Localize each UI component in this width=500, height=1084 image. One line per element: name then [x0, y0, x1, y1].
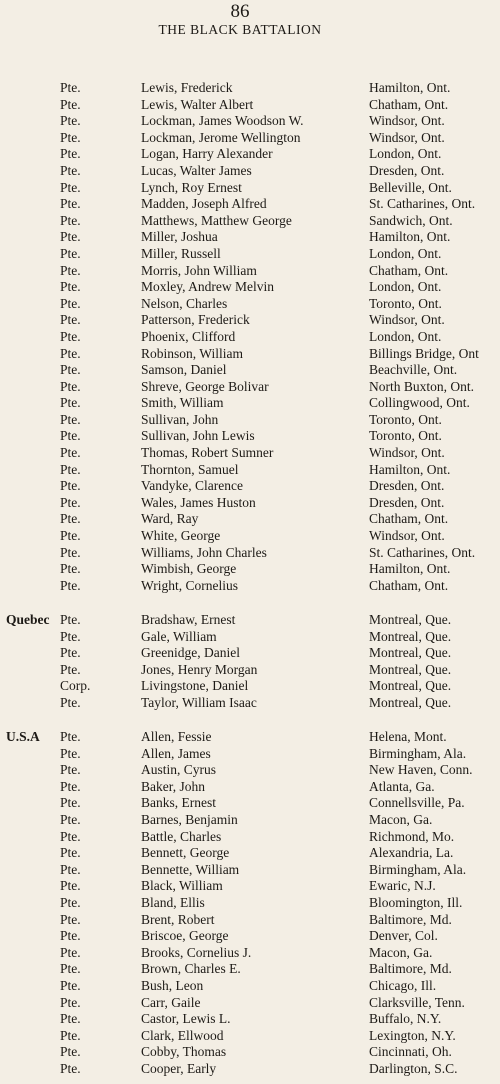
roster-row: [0, 213, 500, 230]
roster-row: [0, 180, 500, 197]
rank-cell: Pte.: [60, 1060, 81, 1076]
place-cell: Beachville, Ont.: [369, 362, 458, 378]
roster-row: [0, 578, 500, 595]
name-cell: Lockman, James Woodson W.: [141, 113, 304, 129]
name-cell: Williams, John Charles: [141, 544, 267, 560]
roster-row: [0, 511, 500, 528]
rank-cell: Pte.: [60, 295, 81, 311]
roster-row: [0, 1061, 500, 1078]
rank-cell: Pte.: [60, 612, 81, 627]
name-cell: Shreve, George Bolivar: [141, 378, 269, 394]
place-cell: Chatham, Ont.: [369, 511, 449, 527]
place-cell: Chicago, Ill.: [369, 977, 437, 993]
rank-cell: Pte.: [60, 778, 81, 794]
roster-section: [0, 729, 500, 1077]
roster-row: [0, 678, 500, 695]
name-cell: Miller, Russell: [141, 245, 221, 261]
roster-section: [0, 80, 500, 594]
rank-cell: Pte.: [60, 395, 81, 411]
roster-row: [0, 445, 500, 462]
roster-row: [0, 196, 500, 213]
roster-row: [0, 130, 500, 147]
place-cell: Chatham, Ont.: [369, 577, 449, 593]
place-cell: Connellsville, Pa.: [369, 795, 465, 811]
section-label: Quebec: [6, 612, 50, 627]
name-cell: Logan, Harry Alexander: [141, 146, 273, 162]
place-cell: Atlanta, Ga.: [369, 778, 435, 794]
rank-cell: Pte.: [60, 378, 81, 394]
place-cell: Sandwich, Ont.: [369, 212, 453, 228]
roster-row: [0, 629, 500, 646]
place-cell: London, Ont.: [369, 245, 442, 261]
place-cell: London, Ont.: [369, 279, 442, 295]
place-cell: Windsor, Ont.: [369, 312, 445, 328]
place-cell: Cincinnati, Oh.: [369, 1044, 452, 1060]
name-cell: Austin, Cyrus: [141, 762, 217, 778]
roster-row: [0, 878, 500, 895]
name-cell: Thomas, Robert Sumner: [141, 445, 274, 461]
roster-row: [0, 362, 500, 379]
rank-cell: Pte.: [60, 511, 81, 527]
place-cell: Hamilton, Ont.: [369, 80, 451, 95]
rank-cell: Pte.: [60, 262, 81, 278]
name-cell: Gale, William: [141, 628, 217, 644]
place-cell: Dresden, Ont.: [369, 494, 445, 510]
rank-cell: Pte.: [60, 345, 81, 361]
roster-row: [0, 113, 500, 130]
rank-cell: Pte.: [60, 729, 81, 744]
place-cell: Montreal, Que.: [369, 645, 452, 661]
name-cell: Samson, Daniel: [141, 362, 227, 378]
name-cell: Vandyke, Clarence: [141, 478, 243, 494]
name-cell: Brent, Robert: [141, 911, 215, 927]
rank-cell: Pte.: [60, 96, 81, 112]
rank-cell: Pte.: [60, 944, 81, 960]
name-cell: Black, William: [141, 878, 223, 894]
rank-cell: Pte.: [60, 861, 81, 877]
rank-cell: Pte.: [60, 80, 81, 95]
place-cell: Baltimore, Md.: [369, 961, 452, 977]
name-cell: Livingstone, Daniel: [141, 678, 249, 694]
place-cell: Helena, Mont.: [369, 729, 447, 744]
roster-row: [0, 279, 500, 296]
roster-row: [0, 862, 500, 879]
name-cell: Cooper, Early: [141, 1060, 217, 1076]
rank-cell: Pte.: [60, 745, 81, 761]
roster-row: [0, 296, 500, 313]
section-label: U.S.A: [6, 729, 40, 744]
rank-cell: Pte.: [60, 428, 81, 444]
place-cell: Chatham, Ont.: [369, 262, 449, 278]
name-cell: Cobby, Thomas: [141, 1044, 227, 1060]
rank-cell: Pte.: [60, 1011, 81, 1027]
roster-row: [0, 263, 500, 280]
name-cell: Miller, Joshua: [141, 229, 218, 245]
place-cell: London, Ont.: [369, 328, 442, 344]
roster-row: [0, 1028, 500, 1045]
rank-cell: Pte.: [60, 694, 81, 710]
name-cell: Patterson, Frederick: [141, 312, 250, 328]
rank-cell: Pte.: [60, 494, 81, 510]
place-cell: Windsor, Ont.: [369, 113, 445, 129]
place-cell: Birmingham, Ala.: [369, 745, 467, 761]
roster-row: [0, 80, 500, 97]
place-cell: Montreal, Que.: [369, 678, 452, 694]
rank-cell: Pte.: [60, 828, 81, 844]
roster-row: [0, 795, 500, 812]
roster-row: [0, 545, 500, 562]
place-cell: Toronto, Ont.: [369, 295, 442, 311]
place-cell: London, Ont.: [369, 146, 442, 162]
rank-cell: Pte.: [60, 994, 81, 1010]
rank-cell: Pte.: [60, 544, 81, 560]
name-cell: Lewis, Frederick: [141, 80, 233, 95]
name-cell: Castor, Lewis L.: [141, 1011, 231, 1027]
rank-cell: Pte.: [60, 628, 81, 644]
roster-row: [0, 478, 500, 495]
rank-cell: Pte.: [60, 1044, 81, 1060]
rank-cell: Pte.: [60, 362, 81, 378]
name-cell: Allen, James: [141, 745, 211, 761]
roster-row: [0, 495, 500, 512]
roster-row: [0, 428, 500, 445]
rank-cell: Pte.: [60, 113, 81, 129]
rank-cell: Pte.: [60, 878, 81, 894]
name-cell: Bush, Leon: [141, 977, 204, 993]
name-cell: Lucas, Walter James: [141, 162, 252, 178]
name-cell: Allen, Fessie: [141, 729, 212, 744]
rank-cell: Pte.: [60, 196, 81, 212]
place-cell: Dresden, Ont.: [369, 162, 445, 178]
name-cell: Clark, Ellwood: [141, 1027, 224, 1043]
roster-row: [0, 845, 500, 862]
rank-cell: Pte.: [60, 312, 81, 328]
place-cell: Richmond, Mo.: [369, 828, 455, 844]
place-cell: Montreal, Que.: [369, 694, 452, 710]
name-cell: Madden, Joseph Alfred: [141, 196, 267, 212]
rank-cell: Pte.: [60, 661, 81, 677]
place-cell: Ewaric, N.J.: [369, 878, 436, 894]
place-cell: St. Catharines, Ont.: [369, 196, 476, 212]
roster-row: [0, 412, 500, 429]
name-cell: Wimbish, George: [141, 561, 237, 577]
roster-row: [0, 762, 500, 779]
place-cell: North Buxton, Ont.: [369, 378, 475, 394]
roster-row: [0, 829, 500, 846]
roster-row: [0, 329, 500, 346]
rank-cell: Corp.: [60, 678, 91, 694]
roster-row: [0, 662, 500, 679]
rank-cell: Pte.: [60, 146, 81, 162]
name-cell: Barnes, Benjamin: [141, 811, 238, 827]
name-cell: Brown, Charles E.: [141, 961, 241, 977]
rank-cell: Pte.: [60, 911, 81, 927]
place-cell: Dresden, Ont.: [369, 478, 445, 494]
name-cell: Ward, Ray: [141, 511, 199, 527]
roster-row: [0, 97, 500, 114]
name-cell: Matthews, Matthew George: [141, 212, 292, 228]
name-cell: Bennette, William: [141, 861, 240, 877]
name-cell: Lockman, Jerome Wellington: [141, 129, 301, 145]
place-cell: Toronto, Ont.: [369, 428, 442, 444]
roster-row: [0, 779, 500, 796]
roster-row: [0, 1044, 500, 1061]
name-cell: White, George: [141, 528, 221, 544]
rank-cell: Pte.: [60, 894, 81, 910]
place-cell: Buffalo, N.Y.: [369, 1011, 442, 1027]
name-cell: Sullivan, John Lewis: [141, 428, 255, 444]
name-cell: Briscoe, George: [141, 928, 229, 944]
roster-row: [0, 379, 500, 396]
roster-row: [0, 928, 500, 945]
name-cell: Baker, John: [141, 778, 205, 794]
name-cell: Moxley, Andrew Melvin: [141, 279, 274, 295]
rank-cell: Pte.: [60, 445, 81, 461]
roster-row: [0, 978, 500, 995]
rank-cell: Pte.: [60, 229, 81, 245]
roster-row: [0, 229, 500, 246]
rank-cell: Pte.: [60, 162, 81, 178]
rank-cell: Pte.: [60, 762, 81, 778]
place-cell: Hamilton, Ont.: [369, 229, 451, 245]
rank-cell: Pte.: [60, 811, 81, 827]
name-cell: Brooks, Cornelius J.: [141, 944, 252, 960]
place-cell: St. Catharines, Ont.: [369, 544, 476, 560]
roster-row: [0, 995, 500, 1012]
name-cell: Battle, Charles: [141, 828, 222, 844]
name-cell: Wright, Cornelius: [141, 577, 238, 593]
roster-row: [0, 746, 500, 763]
roster-row: [0, 312, 500, 329]
rank-cell: Pte.: [60, 245, 81, 261]
rank-cell: Pte.: [60, 179, 81, 195]
roster-row: [0, 561, 500, 578]
rank-cell: Pte.: [60, 561, 81, 577]
roster-row: [0, 895, 500, 912]
rank-cell: Pte.: [60, 977, 81, 993]
roster-row: [0, 961, 500, 978]
place-cell: Alexandria, La.: [369, 845, 454, 861]
name-cell: Jones, Henry Morgan: [141, 661, 258, 677]
name-cell: Sullivan, John: [141, 411, 219, 427]
rank-cell: Pte.: [60, 645, 81, 661]
roster-row: [0, 163, 500, 180]
place-cell: Hamilton, Ont.: [369, 461, 451, 477]
roster-row: [0, 612, 500, 629]
place-cell: New Haven, Conn.: [369, 762, 473, 778]
roster-row: [0, 729, 500, 746]
rank-cell: Pte.: [60, 928, 81, 944]
name-cell: Smith, William: [141, 395, 224, 411]
rank-cell: Pte.: [60, 795, 81, 811]
place-cell: Montreal, Que.: [369, 628, 452, 644]
roster-row: [0, 812, 500, 829]
name-cell: Morris, John William: [141, 262, 257, 278]
place-cell: Windsor, Ont.: [369, 445, 445, 461]
roster-row: [0, 146, 500, 163]
name-cell: Lewis, Walter Albert: [141, 96, 254, 112]
rank-cell: Pte.: [60, 577, 81, 593]
name-cell: Bennett, George: [141, 845, 230, 861]
rank-cell: Pte.: [60, 212, 81, 228]
place-cell: Clarksville, Tenn.: [369, 994, 465, 1010]
place-cell: Macon, Ga.: [369, 944, 433, 960]
roster-row: [0, 462, 500, 479]
roster-section: [0, 612, 500, 712]
place-cell: Chatham, Ont.: [369, 96, 449, 112]
name-cell: Nelson, Charles: [141, 295, 228, 311]
roster-row: [0, 912, 500, 929]
rank-cell: Pte.: [60, 279, 81, 295]
roster-row: [0, 528, 500, 545]
roster-row: [0, 695, 500, 712]
rank-cell: Pte.: [60, 411, 81, 427]
place-cell: Windsor, Ont.: [369, 528, 445, 544]
rank-cell: Pte.: [60, 1027, 81, 1043]
place-cell: Collingwood, Ont.: [369, 395, 470, 411]
place-cell: Lexington, N.Y.: [369, 1027, 456, 1043]
rank-cell: Pte.: [60, 961, 81, 977]
place-cell: Bloomington, Ill.: [369, 894, 463, 910]
name-cell: Taylor, William Isaac: [141, 694, 257, 710]
rank-cell: Pte.: [60, 528, 81, 544]
rank-cell: Pte.: [60, 461, 81, 477]
page-number: 86: [230, 1, 250, 22]
name-cell: Robinson, William: [141, 345, 243, 361]
rank-cell: Pte.: [60, 328, 81, 344]
place-cell: Darlington, S.C.: [369, 1060, 458, 1076]
place-cell: Belleville, Ont.: [369, 179, 452, 195]
place-cell: Baltimore, Md.: [369, 911, 452, 927]
place-cell: Denver, Col.: [369, 928, 438, 944]
roster-row: [0, 346, 500, 363]
name-cell: Banks, Ernest: [141, 795, 216, 811]
roster-row: [0, 395, 500, 412]
rank-cell: Pte.: [60, 129, 81, 145]
place-cell: Montreal, Que.: [369, 612, 452, 627]
place-cell: Windsor, Ont.: [369, 129, 445, 145]
rank-cell: Pte.: [60, 845, 81, 861]
name-cell: Lynch, Roy Ernest: [141, 179, 242, 195]
name-cell: Wales, James Huston: [141, 494, 256, 510]
place-cell: Hamilton, Ont.: [369, 561, 451, 577]
name-cell: Carr, Gaile: [141, 994, 201, 1010]
roster-row: [0, 645, 500, 662]
place-cell: Macon, Ga.: [369, 811, 433, 827]
rank-cell: Pte.: [60, 478, 81, 494]
roster-row: [0, 246, 500, 263]
name-cell: Thornton, Samuel: [141, 461, 239, 477]
roster-row: [0, 1011, 500, 1028]
place-cell: Montreal, Que.: [369, 661, 452, 677]
running-head: THE BLACK BATTALION: [158, 22, 322, 37]
roster-row: [0, 945, 500, 962]
place-cell: Toronto, Ont.: [369, 411, 442, 427]
name-cell: Bradshaw, Ernest: [141, 612, 236, 627]
place-cell: Billings Bridge, Ont: [369, 345, 479, 361]
name-cell: Greenidge, Daniel: [141, 645, 240, 661]
name-cell: Phoenix, Clifford: [141, 328, 236, 344]
name-cell: Bland, Ellis: [141, 894, 205, 910]
place-cell: Birmingham, Ala.: [369, 861, 467, 877]
